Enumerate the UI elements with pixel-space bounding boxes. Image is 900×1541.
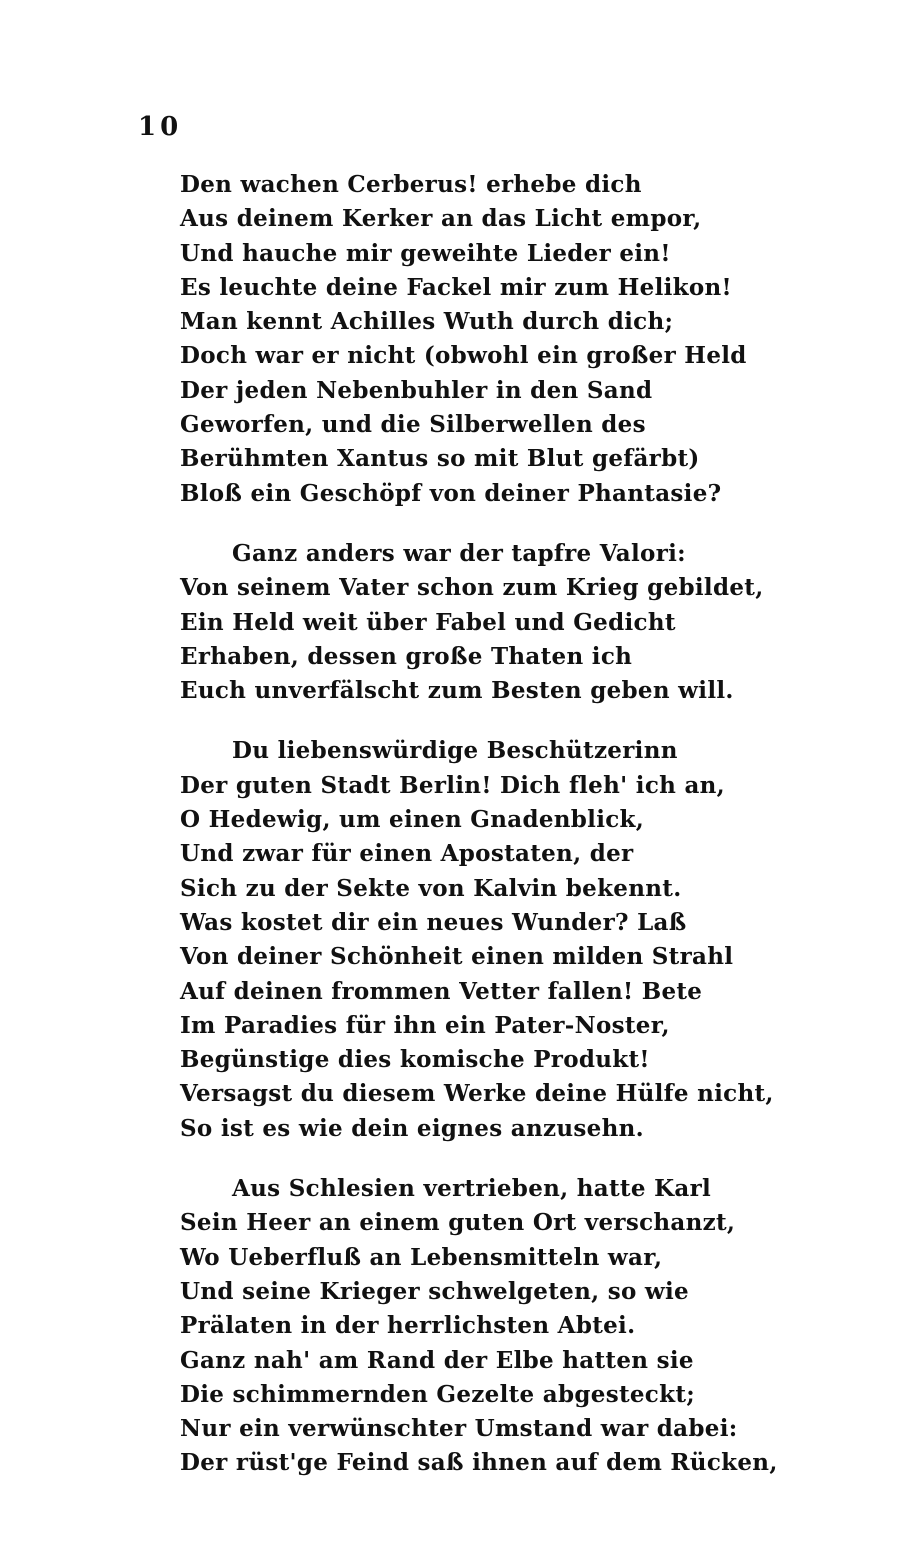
stanza-4 (180, 1172, 800, 1481)
stanza-3 (180, 734, 800, 1146)
verse-line: Den wachen Cerberus! erhebe dich (180, 171, 642, 198)
stanza-1 (180, 168, 800, 511)
verse-line: Euch unverfälscht zum Besten geben will. (180, 677, 734, 705)
verse-line: Aus Schlesien vertrieben, hatte Karl (232, 1175, 712, 1203)
verse-line: Du liebenswürdige Beschützerinn (232, 737, 678, 765)
page-number: 10 (138, 112, 183, 142)
verse-line: Der rüst'ge Feind saß ihnen auf dem Rücken, (180, 1449, 778, 1477)
verse-line: Der guten Stadt Berlin! Dich fleh' ich an, (180, 771, 725, 799)
verse-line: Und seine Krieger schwelgeten, so wie (180, 1277, 689, 1305)
verse-line: Versagst du diesem Werke deine Hülfe nicht, (180, 1080, 774, 1108)
verse-line: Geworfen, und die Silberwellen des (180, 411, 646, 439)
verse-line: O Hedewig, um einen Gnadenblick, (180, 806, 645, 834)
verse-line: Man kennt Achilles Wuth durch dich; (180, 308, 674, 336)
verse-line: Und hauche mir geweihte Lieder ein! (180, 239, 671, 267)
verse-line: Auf deinen frommen Vetter fallen! Bete (180, 977, 703, 1005)
verse-line: Und zwar für einen Apostaten, der (180, 840, 634, 868)
verse-line: Bloß ein Geschöpf von deiner Phantasie? (180, 479, 722, 507)
verse-line: Was kostet dir ein neues Wunder? Laß (180, 908, 687, 936)
verse-line: Berühmten Xantus so mit Blut gefärbt) (180, 445, 700, 473)
verse-line: Der jeden Nebenbuhler in den Sand (180, 376, 653, 404)
poem-text (180, 168, 800, 1481)
verse-line: Nur ein verwünschter Umstand war dabei: (180, 1415, 738, 1443)
verse-line: Es leuchte deine Fackel mir zum Helikon! (180, 273, 732, 301)
verse-line: Ganz anders war der tapfre Valori: (232, 539, 686, 567)
verse-line: Wo Ueberfluß an Lebensmitteln war, (180, 1243, 663, 1271)
verse-line: Von deiner Schönheit einen milden Strahl (180, 943, 734, 971)
verse-line: Im Paradies für ihn ein Pater-Noster, (180, 1011, 670, 1039)
verse-line: Sein Heer an einem guten Ort verschanzt, (180, 1209, 736, 1237)
verse-line: Ein Held weit über Fabel und Gedicht (180, 608, 676, 636)
verse-line: Prälaten in der herrlichsten Abtei. (180, 1312, 636, 1340)
stanza-2 (180, 537, 800, 708)
verse-line: Ganz nah' am Rand der Elbe hatten sie (180, 1346, 694, 1374)
verse-line: Doch war er nicht (obwohl ein großer Held (180, 342, 747, 370)
verse-line: Erhaben, dessen große Thaten ich (180, 642, 633, 670)
verse-line: So ist es wie dein eignes anzusehn. (180, 1114, 644, 1142)
verse-line: Die schimmernden Gezelte abgesteckt; (180, 1380, 696, 1408)
verse-line: Aus deinem Kerker an das Licht empor, (180, 205, 702, 233)
verse-line: Von seinem Vater schon zum Krieg gebildet, (180, 574, 764, 602)
verse-line: Begünstige dies komische Produkt! (180, 1046, 650, 1074)
verse-line: Sich zu der Sekte von Kalvin bekennt. (180, 874, 682, 902)
